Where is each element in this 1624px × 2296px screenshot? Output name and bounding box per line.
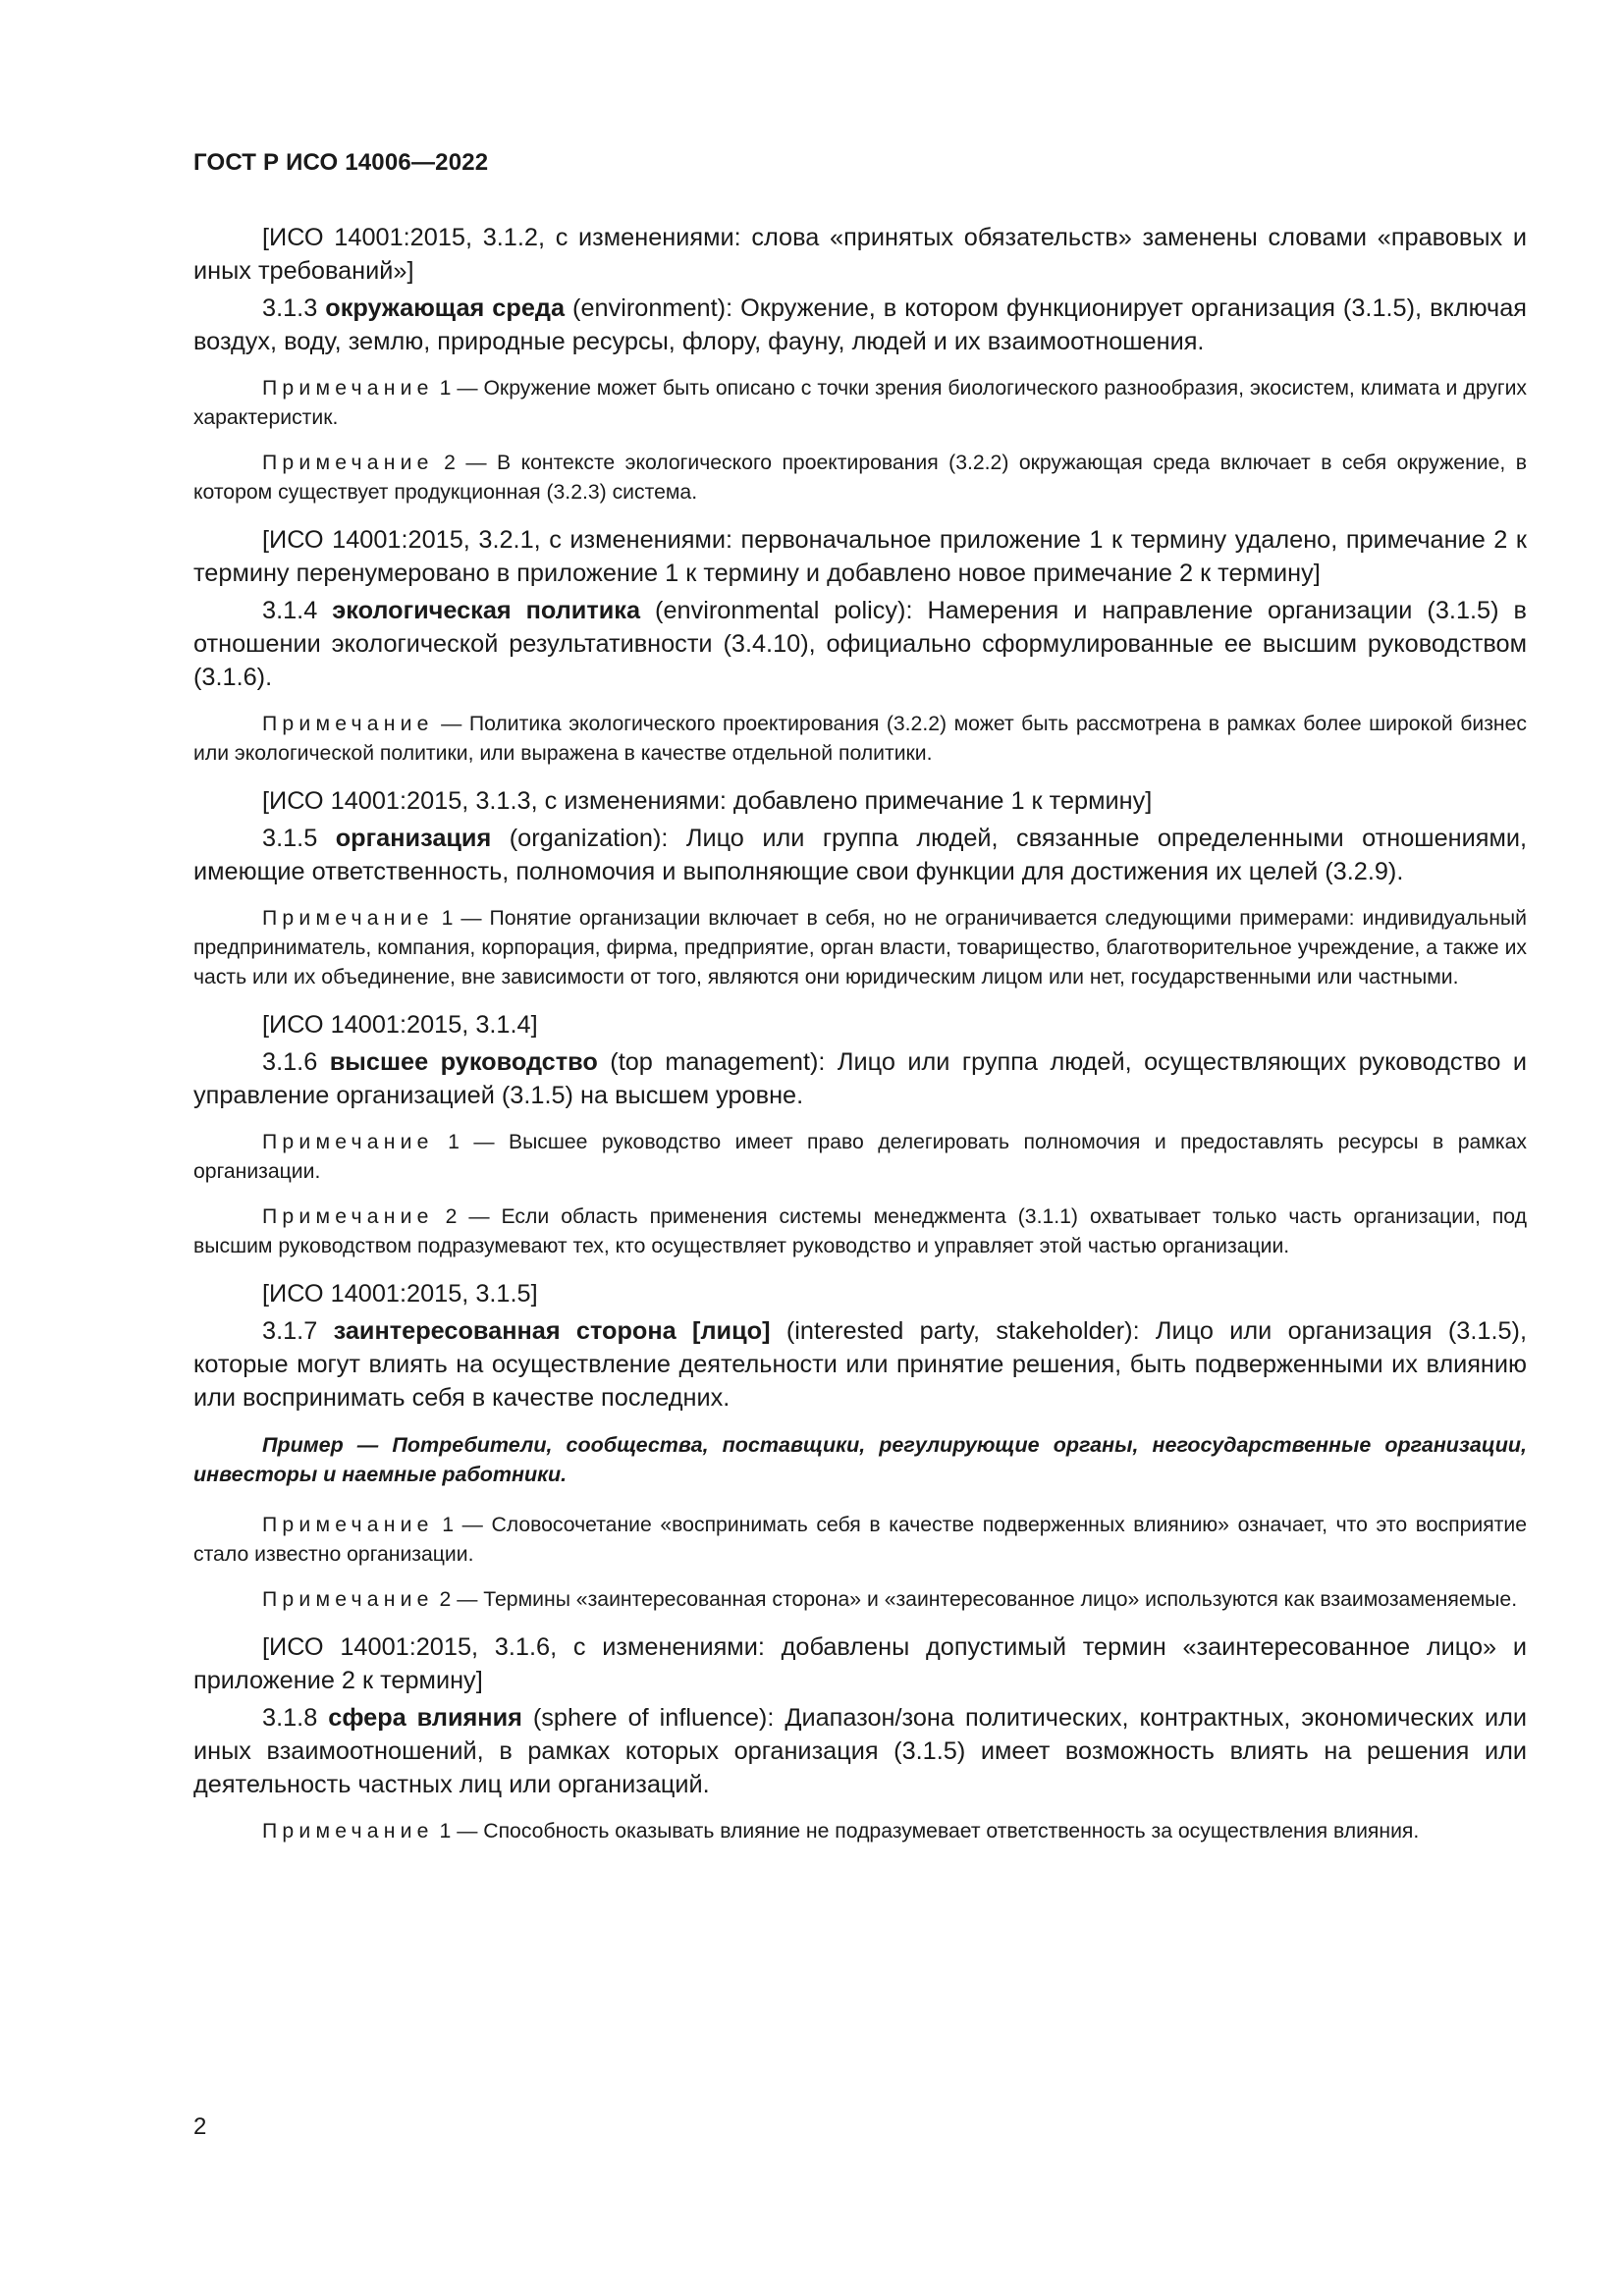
source-reference: [ИСО 14001:2015, 3.1.6, с изменениями: добавлены допустимый термин «заинтересованное лицо» и приложение 2 к термину] — [193, 1633, 1527, 1694]
term-number: 3.1.5 — [262, 825, 318, 852]
note-label: Примечание — [262, 452, 434, 474]
note-label: Примечание — [262, 713, 434, 735]
term-name: экологическая политика — [332, 597, 641, 624]
note — [193, 1511, 1527, 1570]
note — [193, 904, 1527, 992]
source-reference: [ИСО 14001:2015, 3.1.2, с изменениями: слова «принятых обязательств» заменены словами «правовых и иных требований»] — [193, 224, 1527, 285]
note — [193, 1585, 1527, 1615]
source-reference: [ИСО 14001:2015, 3.1.3, с изменениями: добавлено примечание 1 к термину] — [262, 787, 1153, 815]
note-text: 2 — Термины «заинтересованная сторона» и «заинтересованное лицо» используются как взаимозаменяемые. — [433, 1588, 1518, 1611]
note — [193, 374, 1527, 433]
term-number: 3.1.6 — [262, 1048, 318, 1076]
note — [193, 1202, 1527, 1261]
note-label: Примечание — [262, 1205, 434, 1228]
term-text: (environment): Окружение, в котором функционирует организация (3.1.5), включая воздух, воду, землю, природные ресурсы, флору, фауну, людей и их взаимоотношения. — [193, 294, 1527, 355]
term-definition — [193, 822, 1527, 888]
term-text: (interested party, stakeholder): Лицо или организация (3.1.5), которые могут влиять на осуществление деятельности или принятие решения, быть подверженными их влиянию или воспринимать себя в качестве последних. — [193, 1317, 1527, 1412]
term-number: 3.1.8 — [262, 1704, 318, 1732]
page-number: 2 — [193, 2113, 207, 2140]
note — [193, 710, 1527, 769]
note-text: — Политика экологического проектирования (3.2.2) может быть рассмотрена в рамках более широкой бизнес или экологической политики, или выражена в качестве отдельной политики. — [193, 713, 1527, 765]
source-reference: [ИСО 14001:2015, 3.2.1, с изменениями: первоначальное приложение 1 к термину удалено, примечание 2 к термину перенумеровано в приложение 1 к термину и добавлено новое примечание 2 к термину] — [193, 526, 1527, 587]
note-text: 1 — Высшее руководство имеет право делегировать полномочия и предоставлять ресурсы в рамках организации. — [193, 1131, 1527, 1183]
note-text: 2 — Если область применения системы менеджмента (3.1.1) охватывает только часть организации, под высшим руководством подразумевают тех, кто осуществляет руководство и управляет этой частью организации. — [193, 1205, 1527, 1257]
note-text: 2 — В контексте экологического проектирования (3.2.2) окружающая среда включает в себя окружение, в котором существует продукционная (3.2.3) система. — [193, 452, 1527, 504]
term-name: окружающая среда — [325, 294, 566, 322]
example-text: Пример — Потребители, сообщества, поставщики, регулирующие органы, негосударственные организации, инвесторы и наемные работники. — [193, 1433, 1527, 1486]
note — [193, 1817, 1527, 1846]
term-text: (sphere of influence): Диапазон/зона политических, контрактных, экономических или иных взаимоотношений, в рамках которых организация (3.1.5) имеет возможность влиять на решения или деятельность частных лиц или организаций. — [193, 1704, 1527, 1798]
source-reference: [ИСО 14001:2015, 3.1.4] — [262, 1011, 538, 1039]
term-text: (organization): Лицо или группа людей, связанные определенными отношениями, имеющие ответственность, полномочия и выполняющие свои функции для достижения их целей (3.2.9). — [193, 825, 1527, 885]
note-text: 1 — Способность оказывать влияние не подразумевает ответственность за осуществления влияния. — [433, 1820, 1420, 1842]
term-text: (environmental policy): Намерения и направление организации (3.1.5) в отношении экологической результативности (3.4.10), официально сформулированные ее высшим руководством (3.1.6). — [193, 597, 1527, 691]
note-label: Примечание — [262, 907, 434, 930]
note — [193, 449, 1527, 507]
term-definition — [193, 1045, 1527, 1112]
term-definition — [193, 292, 1527, 358]
note-text: 1 — Окружение может быть описано с точки зрения биологического разнообразия, экосистем, климата и других характеристик. — [193, 377, 1527, 429]
note-label: Примечание — [262, 1588, 434, 1611]
note-label: Примечание — [262, 377, 434, 400]
note-label: Примечание — [262, 1131, 434, 1153]
term-name: сфера влияния — [328, 1704, 522, 1732]
note — [193, 1128, 1527, 1187]
note-text: 1 — Понятие организации включает в себя, но не ограничивается следующими примерами: индивидуальный предприниматель, компания, корпорация, фирма, предприятие, орган власти, товарищество, благотворительное учреждение, а также их часть или их объединение, вне зависимости от того, являются они юридическим лицом или нет, государственными или частными. — [193, 907, 1527, 988]
document-body — [193, 221, 1527, 1846]
term-text: (top management): Лицо или группа людей, осуществляющих руководство и управление организацией (3.1.5) на высшем уровне. — [193, 1048, 1527, 1109]
note-text: 1 — Словосочетание «воспринимать себя в качестве подверженных влиянию» означает, что это восприятие стало известно организации. — [193, 1514, 1527, 1566]
source-reference: [ИСО 14001:2015, 3.1.5] — [262, 1280, 538, 1308]
term-number: 3.1.7 — [262, 1317, 318, 1345]
term-name: организация — [335, 825, 492, 852]
note-label: Примечание — [262, 1514, 434, 1536]
term-definition — [193, 594, 1527, 694]
note-label: Примечание — [262, 1820, 434, 1842]
term-number: 3.1.3 — [262, 294, 318, 322]
term-name: заинтересованная сторона [лицо] — [333, 1317, 771, 1345]
term-definition — [193, 1314, 1527, 1415]
term-number: 3.1.4 — [262, 597, 318, 624]
term-definition — [193, 1701, 1527, 1801]
document-header: ГОСТ Р ИСО 14006—2022 — [193, 149, 489, 176]
term-name: высшее руководство — [329, 1048, 598, 1076]
